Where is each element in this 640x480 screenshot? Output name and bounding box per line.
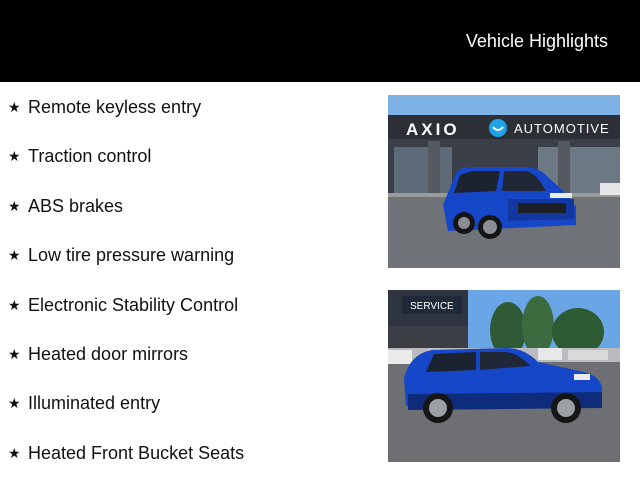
star-icon: ★ (8, 98, 21, 115)
star-icon: ★ (8, 345, 21, 362)
star-icon: ★ (8, 147, 21, 164)
feature-item (8, 143, 151, 169)
feature-item (8, 341, 188, 367)
vehicle-photo-front[interactable] (388, 95, 620, 268)
feature-item (8, 390, 160, 416)
sign-text: AUTOMOTIVE (514, 121, 610, 136)
header-bar (0, 0, 640, 82)
page-title: Vehicle Highlights (465, 31, 608, 51)
star-icon: ★ (8, 197, 21, 214)
feature-item (8, 242, 234, 268)
feature-label: Traction control (28, 145, 152, 166)
feature-label: Low tire pressure warning (28, 244, 235, 265)
feature-label: Illuminated entry (28, 392, 161, 413)
star-icon: ★ (8, 296, 21, 313)
feature-label: Remote keyless entry (28, 96, 202, 117)
feature-item (8, 292, 238, 318)
feature-label: Heated door mirrors (28, 343, 189, 364)
feature-item (8, 94, 201, 120)
star-icon: ★ (8, 246, 21, 263)
feature-item (8, 193, 123, 219)
star-icon: ★ (8, 394, 21, 411)
vehicle-photo-front-image (388, 95, 620, 268)
feature-label: ABS brakes (28, 195, 124, 216)
feature-item (8, 440, 244, 466)
feature-label: Heated Front Bucket Seats (28, 442, 245, 463)
star-icon: ★ (8, 444, 21, 461)
sign-text: SERVICE (410, 301, 454, 312)
sign-brand: AXIO (406, 120, 460, 139)
vehicle-photo-side-image (388, 290, 620, 462)
vehicle-photo-side[interactable] (388, 290, 620, 462)
feature-label: Electronic Stability Control (28, 294, 239, 315)
